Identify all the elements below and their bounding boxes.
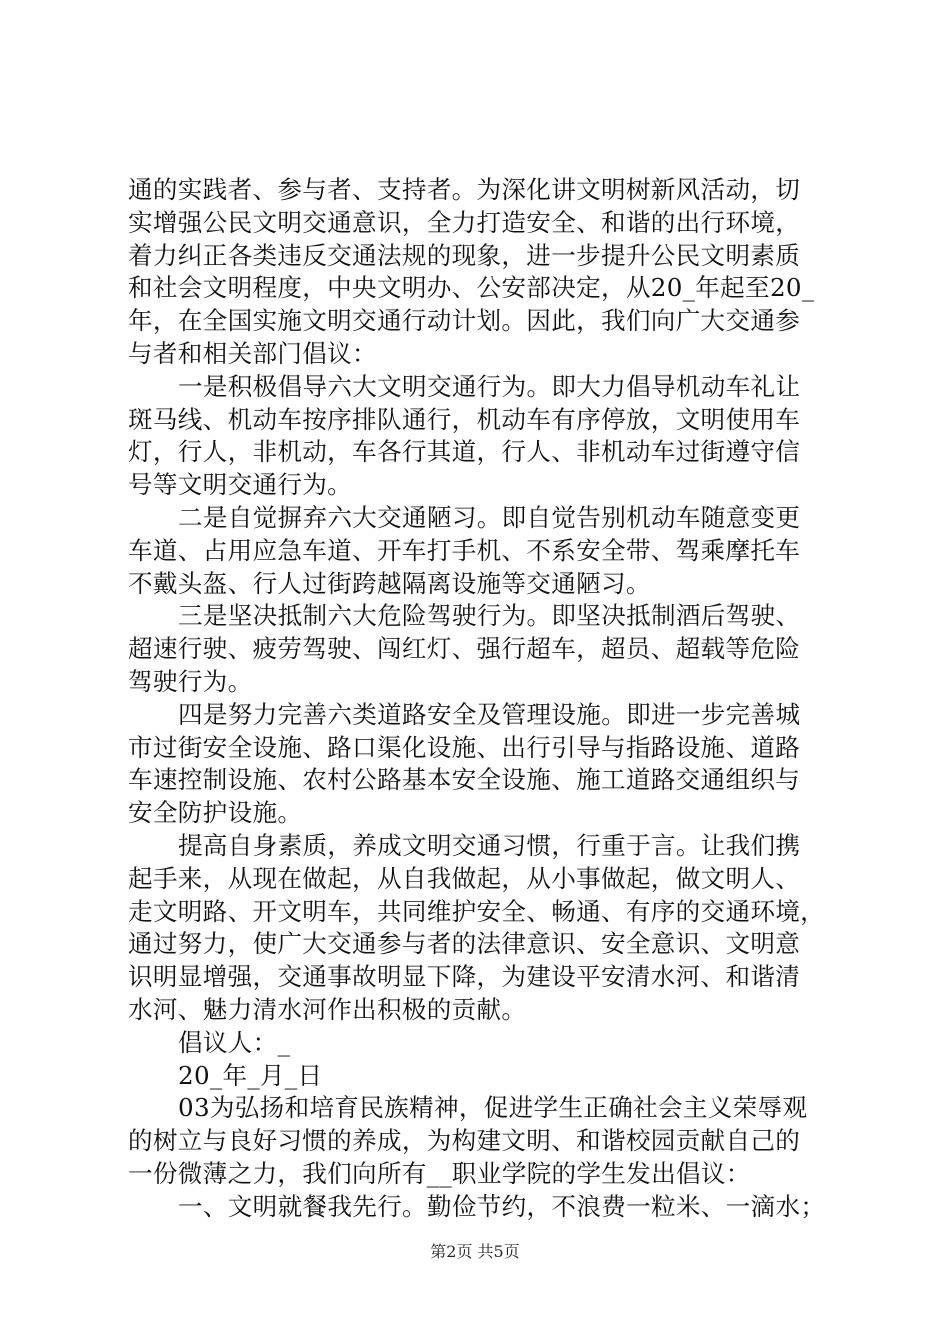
text-line: 一、文明就餐我先行。勤俭节约，不浪费一粒米、一滴水；: [178, 1191, 826, 1221]
text-line: 年，在全国实施文明交通行动计划。因此，我们向广大交通参: [128, 306, 801, 336]
text-line: 号等文明交通行为。: [128, 470, 353, 500]
text-line: 03为弘扬和培育民族精神，促进学生正确社会主义荣辱观: [178, 1093, 808, 1123]
document-body: [128, 174, 836, 1224]
text-line: 市过街安全设施、路口渠化设施、出行引导与指路设施、道路: [128, 732, 801, 762]
text-line: 灯，行人，非机动，车各行其道，行人、非机动车过街遵守信: [128, 437, 801, 467]
text-line: 一份微薄之力，我们向所有__职业学院的学生发出倡议：: [128, 1158, 751, 1188]
text-line: 起手来，从现在做起，从自我做起，从小事做起，做文明人、: [128, 863, 801, 893]
text-line: 和社会文明程度，中央文明办、公安部决定，从20_年起至20_: [128, 273, 815, 303]
text-line: 斑马线、机动车按序排队通行，机动车有序停放，文明使用车: [128, 404, 801, 434]
text-line: 倡议人：_: [178, 1027, 291, 1057]
text-line: 驾驶行为。: [128, 666, 253, 696]
text-line: 水河、魅力清水河作出积极的贡献。: [128, 994, 527, 1024]
text-line: 识明显增强，交通事故明显下降，为建设平安清水河、和谐清: [128, 962, 801, 992]
page-footer: 第2页 共5页: [430, 1242, 520, 1261]
text-line: 提高自身素质，养成文明交通习惯，行重于言。让我们携: [178, 830, 801, 860]
text-line: 超速行驶、疲劳驾驶、闯红灯、强行超车，超员、超载等危险: [128, 634, 801, 664]
text-line: 走文明路、开文明车，共同维护安全、畅通、有序的交通环境，: [128, 896, 826, 926]
text-line: 与者和相关部门倡议：: [128, 338, 377, 368]
text-line: 的树立与良好习惯的养成，为构建文明、和谐校园贡献自己的: [128, 1126, 801, 1156]
text-line: 车速控制设施、农村公路基本安全设施、施工道路交通组织与: [128, 765, 801, 795]
text-line: 三是坚决抵制六大危险驾驶行为。即坚决抵制酒后驾驶、: [178, 601, 801, 631]
text-line: 二是自觉摒弃六大交通陋习。即自觉告别机动车随意变更: [178, 502, 801, 532]
text-line: 通过努力，使广大交通参与者的法律意识、安全意识、文明意: [128, 929, 801, 959]
text-line: 四是努力完善六类道路安全及管理设施。即进一步完善城: [178, 699, 801, 729]
text-line: 一是积极倡导六大文明交通行为。即大力倡导机动车礼让: [178, 371, 801, 401]
text-line: 安全防护设施。: [128, 798, 303, 828]
text-line: 车道、占用应急车道、开车打手机、不系安全带、驾乘摩托车: [128, 535, 801, 565]
text-line: 通的实践者、参与者、支持者。为深化讲文明树新风活动，切: [128, 175, 801, 204]
text-line: 20_年_月_日: [178, 1060, 323, 1090]
text-line: 着力纠正各类违反交通法规的现象，进一步提升公民文明素质: [128, 240, 801, 270]
text-line: 不戴头盔、行人过街跨越隔离设施等交通陋习。: [128, 568, 651, 598]
text-line: 实增强公民文明交通意识，全力打造安全、和谐的出行环境，: [128, 207, 801, 237]
